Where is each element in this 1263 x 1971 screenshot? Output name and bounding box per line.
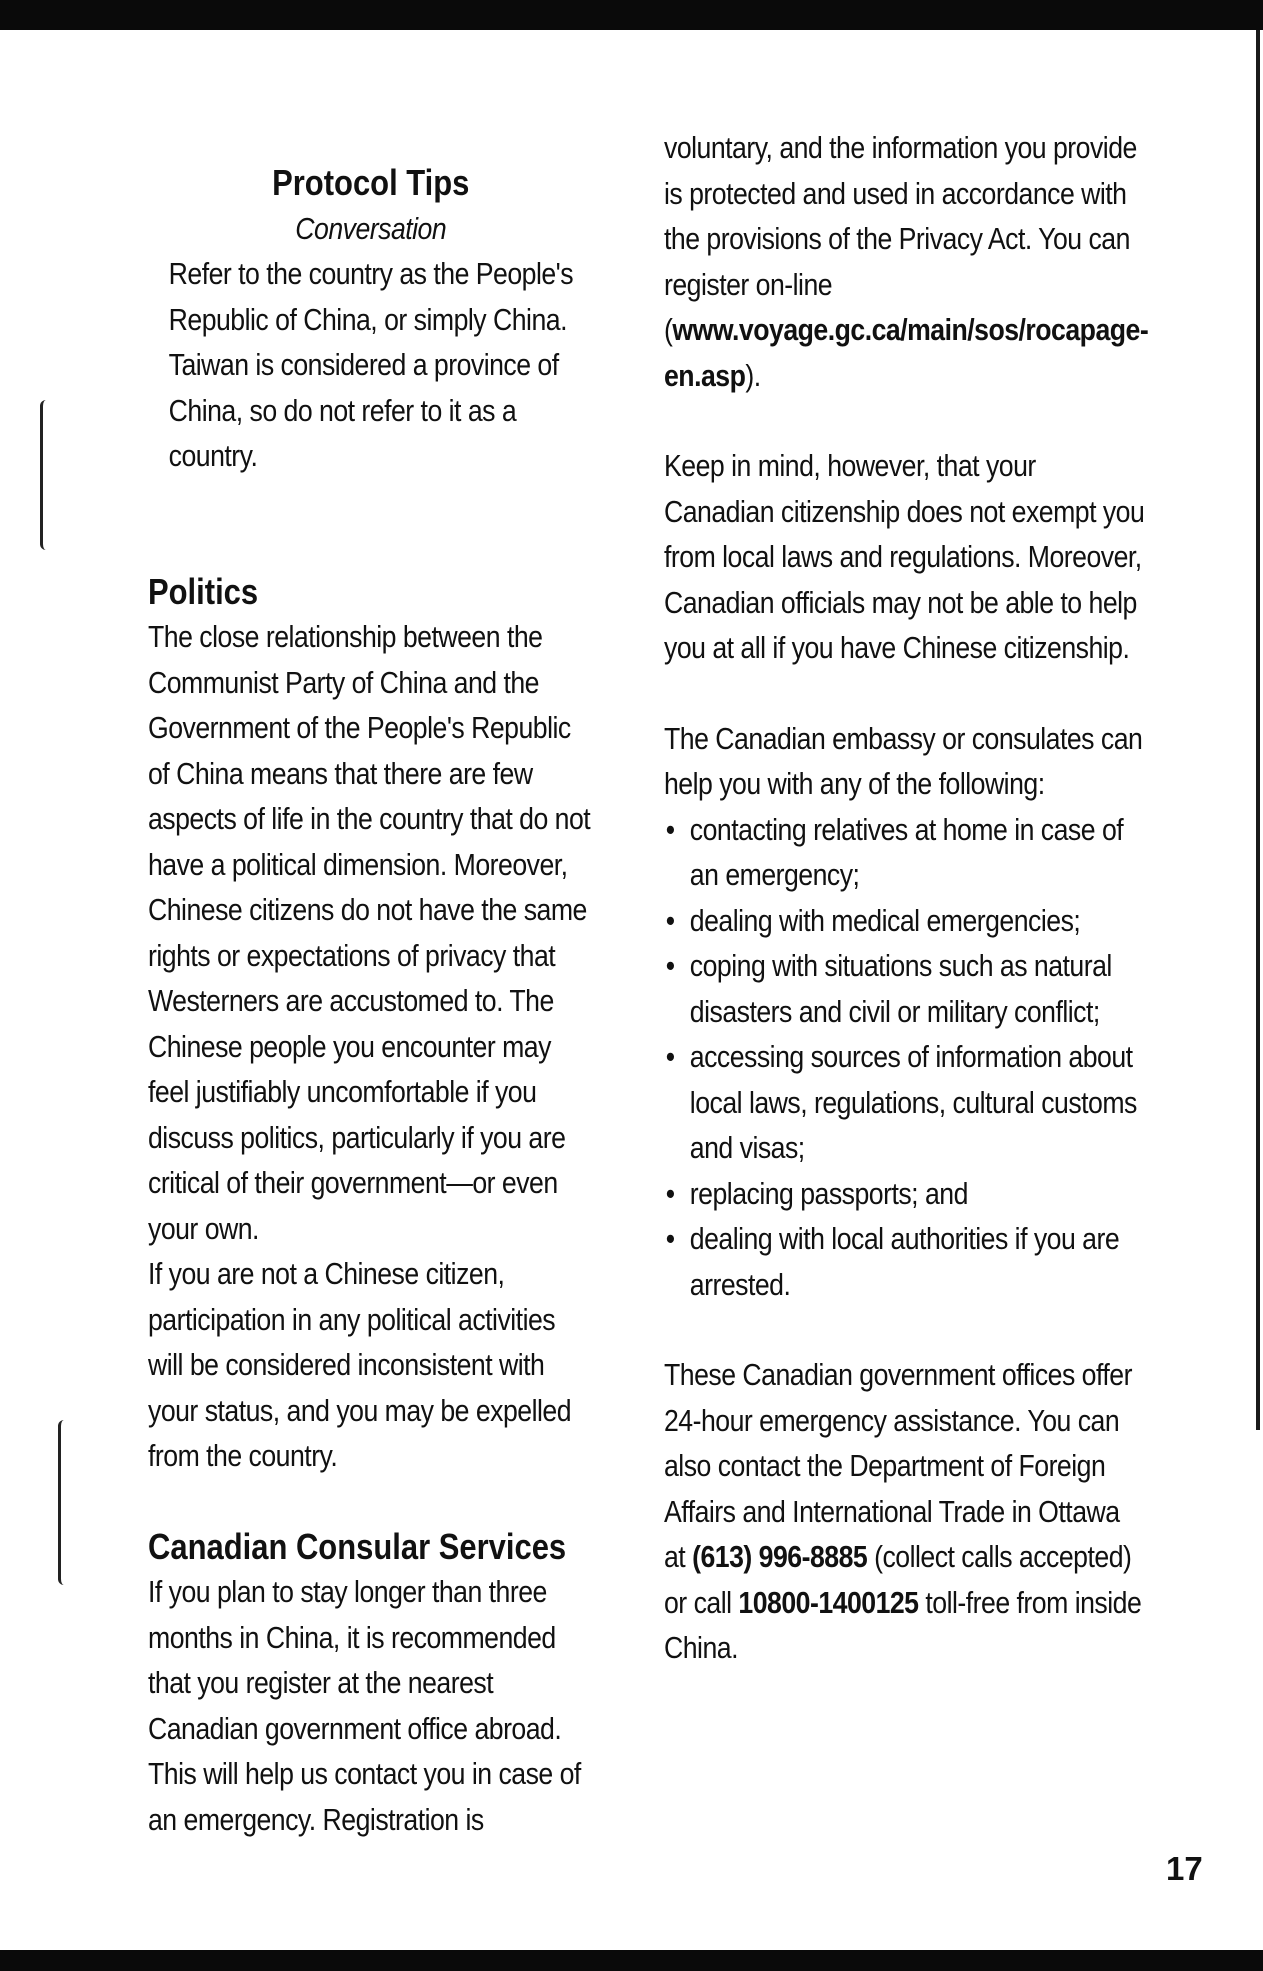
politics-heading: Politics [148, 570, 259, 612]
binding-mark-upper [40, 400, 57, 550]
list-item: • replacing passports; and [664, 1171, 1146, 1217]
politics-paragraph-2: If you are not a Chinese citizen, participation in any political activities will be considered inconsistent with your status, and you may be expelled from the country. [148, 1256, 572, 1473]
consular-services-paragraph: If you plan to stay longer than three months in China, it is recommended that you register at the nearest Canadian government office abroad. This will help us contact you in case of an emergency. Registration is [148, 1574, 581, 1837]
protocol-tips-body: Refer to the country as the People's Republic of China, or simply China. Taiwan is considered a province of China, so do not refer to it as a country. [168, 256, 574, 473]
list-item: • contacting relatives at home in case of an emergency; [664, 807, 1146, 898]
list-item: • dealing with local authorities if you are arrested. [664, 1216, 1146, 1307]
embassy-intro-paragraph: The Canadian embassy or consulates can help you with any of the following: [664, 720, 1143, 801]
politics-paragraph-1: The close relationship between the Communist Party of China and the Government of the People's Republic of China means that there are few aspects of life in the country that do not have a political dimension. Moreover, Chinese citizens do not have the same rights or expectations of privacy that Westerners are accustomed to. The Chinese people you encounter may feel justifiably uncomfortable if you discuss politics, particularly if you are critical of their government—or even your own. [148, 619, 591, 1246]
ottawa-phone-number: (613) 996-8885 [692, 1539, 868, 1574]
toll-free-number: 10800-1400125 [738, 1584, 919, 1620]
page-number: 17 [1166, 1850, 1203, 1887]
registration-text: voluntary, and the information you provide is protected and used in accordance with the provisions of the Privacy Act. You can register on-line ( [664, 130, 1137, 347]
consular-services-heading: Canadian Consular Services [148, 1525, 567, 1567]
right-column [664, 125, 1149, 1671]
emergency-text-c: toll-free from inside China. [664, 1584, 1142, 1665]
assistance-list [664, 807, 1146, 1308]
scan-right-edge [1256, 30, 1260, 1430]
protocol-tips-subtitle: Conversation [295, 210, 447, 246]
list-item: • dealing with medical emergencies; [664, 898, 1146, 944]
binding-mark-lower [58, 1420, 75, 1585]
scan-bottom-border [0, 1950, 1263, 1971]
registration-paragraph [664, 125, 1149, 398]
emergency-text-b: (collect calls accepted) or call [664, 1539, 1132, 1620]
protocol-tips-box [169, 160, 596, 479]
list-item: • accessing sources of information about local laws, regulations, cultural customs and visas; [664, 1034, 1146, 1171]
citizenship-paragraph: Keep in mind, however, that your Canadian citizenship does not exempt you from local laws and regulations. Moreover, Canadian officials may not be able to help you at all if you have Chinese citizenship. [664, 448, 1145, 665]
emergency-text-a: These Canadian government offices offer 24-hour emergency assistance. You can also contact the Department of Foreign Affairs and International Trade in Ottawa at [664, 1357, 1132, 1574]
scan-top-border [0, 0, 1263, 30]
list-item: • coping with situations such as natural disasters and civil or military conflict; [664, 943, 1146, 1034]
registration-text-end: ). [745, 357, 761, 393]
left-column [148, 160, 595, 1842]
protocol-tips-title: Protocol Tips [272, 162, 470, 203]
registration-link: www.voyage.gc.ca/main/sos/rocapage-en.asp [664, 312, 1149, 393]
emergency-assistance-paragraph [664, 1352, 1146, 1671]
